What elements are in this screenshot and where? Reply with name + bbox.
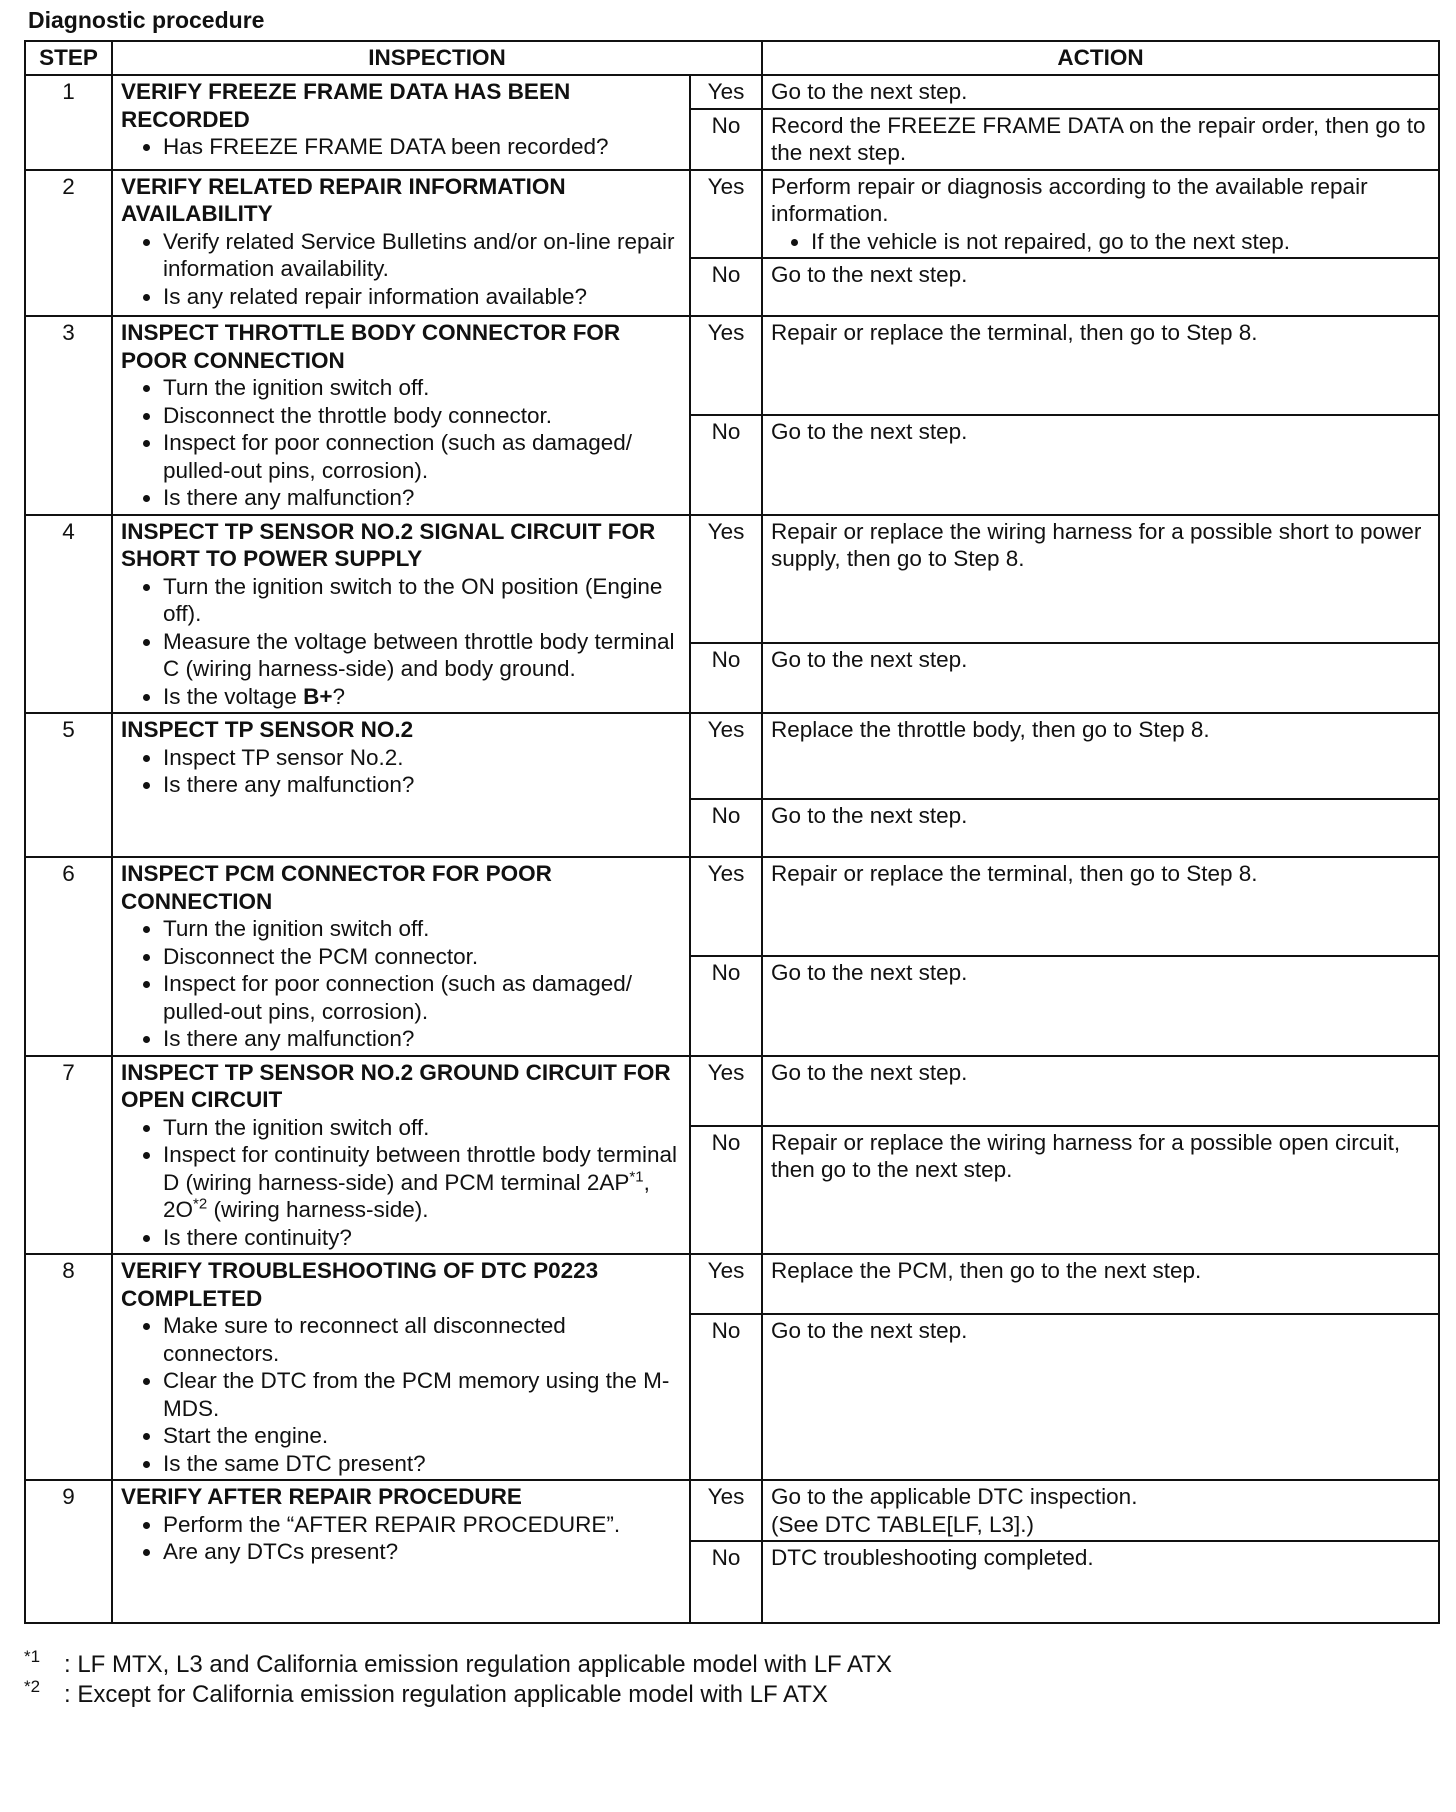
inspection-bullet: • Disconnect the PCM connector. [163, 943, 681, 971]
inspection-bullet: • Has FREEZE FRAME DATA been recorded? [163, 133, 681, 161]
yes-action: Replace the PCM, then go to the next step. [762, 1254, 1439, 1314]
inspection-bullet: • Is there any malfunction? [163, 771, 681, 799]
yes-action: Replace the throttle body, then go to Step 8. [762, 713, 1439, 799]
inspection-cell [112, 1056, 690, 1255]
no-label: No [690, 258, 762, 316]
no-label: No [690, 415, 762, 514]
no-label: No [690, 956, 762, 1055]
inspection-bullet: • Turn the ignition switch off. [163, 915, 681, 943]
table-row [25, 170, 1439, 259]
no-label: No [690, 643, 762, 713]
yes-action: Go to the applicable DTC inspection. [771, 1484, 1138, 1509]
footnote-ref: *2 [193, 1195, 208, 1213]
header-action: ACTION [762, 41, 1439, 75]
no-action: Go to the next step. [762, 643, 1439, 713]
footnote-text: : Except for California emission regulation applicable model with LF ATX [64, 1681, 828, 1708]
yes-action-cell [762, 1480, 1439, 1541]
yes-action: Go to the next step. [762, 1056, 1439, 1126]
diagnostic-table [24, 40, 1440, 1624]
no-action: Go to the next step. [762, 415, 1439, 514]
footnote [24, 1647, 1444, 1680]
table-row [25, 75, 1439, 109]
continuity-text: (wiring harness-side). [207, 1197, 429, 1222]
inspection-cell [112, 857, 690, 1056]
table-row [25, 515, 1439, 643]
step-number: 4 [25, 515, 112, 714]
inspection-bullet: • Are any DTCs present? [163, 1538, 681, 1566]
no-action: Go to the next step. [762, 258, 1439, 316]
step-number: 1 [25, 75, 112, 170]
step-number: 6 [25, 857, 112, 1056]
question-text: Is the voltage [163, 683, 304, 709]
step-number: 5 [25, 713, 112, 857]
inspection-bullet [163, 683, 681, 711]
inspection-title: VERIFY TROUBLESHOOTING OF DTC P0223 COMPLETED [121, 1258, 599, 1311]
no-label: No [690, 1314, 762, 1480]
inspection-bullet: • Inspect for poor connection (such as damaged/ pulled-out pins, corrosion). [163, 429, 681, 484]
table-row [25, 316, 1439, 415]
no-action: Go to the next step. [762, 956, 1439, 1055]
inspection-bullet: • Inspect TP sensor No.2. [163, 744, 681, 772]
inspection-bullet: • Is the same DTC present? [163, 1450, 681, 1478]
inspection-bullet: • Clear the DTC from the PCM memory using the M-MDS. [163, 1367, 681, 1422]
continuity-text: Inspect for continuity between throttle body terminal D (wiring harness-side) and PCM terminal 2AP [163, 1142, 678, 1195]
step-number: 3 [25, 316, 112, 515]
step-number: 2 [25, 170, 112, 317]
no-action: DTC troubleshooting completed. [762, 1541, 1439, 1623]
no-label: No [690, 1541, 762, 1623]
inspection-cell [112, 75, 690, 170]
footnote-mark: *2 [24, 1677, 41, 1696]
document-page [24, 6, 1444, 1710]
yes-label: Yes [690, 857, 762, 956]
yes-action: Repair or replace the terminal, then go to Step 8. [762, 316, 1439, 415]
inspection-bullet: • Start the engine. [163, 1422, 681, 1450]
question-end: ? [332, 683, 345, 709]
inspection-bullet: • Inspect for poor connection (such as damaged/ pulled-out pins, corrosion). [163, 970, 681, 1025]
no-action: Go to the next step. [762, 799, 1439, 857]
inspection-cell [112, 1254, 690, 1480]
footnote [24, 1677, 1444, 1710]
yes-action-reference: (See DTC TABLE[LF, L3].) [771, 1511, 1035, 1537]
table-row [25, 1254, 1439, 1314]
inspection-bullet: • Turn the ignition switch to the ON position (Engine off). [163, 573, 681, 628]
inspection-bullet: • Perform the “AFTER REPAIR PROCEDURE”. [163, 1511, 681, 1539]
yes-label: Yes [690, 713, 762, 799]
yes-label: Yes [690, 170, 762, 259]
inspection-title: INSPECT TP SENSOR NO.2 [121, 717, 414, 742]
yes-label: Yes [690, 316, 762, 415]
table-header-row [25, 41, 1439, 75]
inspection-cell [112, 170, 690, 317]
table-row [25, 1480, 1439, 1541]
header-inspection: INSPECTION [112, 41, 762, 75]
inspection-title: INSPECT TP SENSOR NO.2 GROUND CIRCUIT FOR OPEN CIRCUIT [121, 1059, 671, 1112]
inspection-bullet: • Is there any malfunction? [163, 1025, 681, 1053]
yes-action-sub: • If the vehicle is not repaired, go to the next step. [811, 228, 1430, 256]
question-value: B+ [303, 683, 333, 709]
inspection-bullet: • Turn the ignition switch off. [163, 1114, 681, 1142]
inspection-bullet: • Measure the voltage between throttle body terminal C (wiring harness-side) and body ground. [163, 628, 681, 683]
step-number: 7 [25, 1056, 112, 1255]
yes-label: Yes [690, 1254, 762, 1314]
inspection-title: INSPECT PCM CONNECTOR FOR POOR CONNECTION [121, 861, 552, 914]
table-row [25, 713, 1439, 799]
page-title: Diagnostic procedure [28, 7, 265, 33]
footnotes [24, 1647, 1444, 1710]
no-label: No [690, 1126, 762, 1254]
inspection-title: INSPECT TP SENSOR NO.2 SIGNAL CIRCUIT FOR SHORT TO POWER SUPPLY [121, 518, 656, 571]
inspection-title: VERIFY AFTER REPAIR PROCEDURE [121, 1484, 522, 1509]
inspection-bullet: • Turn the ignition switch off. [163, 374, 681, 402]
inspection-cell [112, 1480, 690, 1623]
yes-action: Repair or replace the terminal, then go to Step 8. [762, 857, 1439, 956]
inspection-bullet [163, 1141, 681, 1224]
inspection-bullet: • Is any related repair information available? [163, 283, 681, 311]
no-action: Record the FREEZE FRAME DATA on the repair order, then go to the next step. [762, 109, 1439, 170]
table-row [25, 1056, 1439, 1126]
inspection-bullet: • Verify related Service Bulletins and/or on-line repair information availability. [163, 228, 681, 283]
footnote-text: : LF MTX, L3 and California emission regulation applicable model with LF ATX [64, 1651, 892, 1678]
no-action: Repair or replace the wiring harness for a possible open circuit, then go to the next step. [762, 1126, 1439, 1254]
inspection-cell [112, 515, 690, 714]
yes-action: Go to the next step. [762, 75, 1439, 109]
footnote-mark: *1 [24, 1647, 41, 1666]
yes-label: Yes [690, 515, 762, 643]
no-label: No [690, 109, 762, 170]
no-action: Go to the next step. [762, 1314, 1439, 1480]
inspection-title: INSPECT THROTTLE BODY CONNECTOR FOR POOR CONNECTION [121, 320, 621, 373]
yes-label: Yes [690, 1480, 762, 1541]
yes-label: Yes [690, 1056, 762, 1126]
step-number: 9 [25, 1480, 112, 1623]
table-row [25, 857, 1439, 956]
yes-action: Repair or replace the wiring harness for a possible short to power supply, then go to Step 8. [762, 515, 1439, 643]
inspection-title: VERIFY FREEZE FRAME DATA HAS BEEN RECORDED [121, 79, 571, 132]
inspection-cell [112, 713, 690, 857]
inspection-bullet: • Disconnect the throttle body connector. [163, 402, 681, 430]
inspection-title: VERIFY RELATED REPAIR INFORMATION AVAILABILITY [121, 173, 566, 226]
yes-action: Perform repair or diagnosis according to the available repair information. [771, 173, 1368, 226]
yes-label: Yes [690, 75, 762, 109]
header-step: STEP [25, 41, 112, 75]
footnote-ref: *1 [629, 1168, 644, 1185]
inspection-bullet: • Make sure to reconnect all disconnected connectors. [163, 1312, 681, 1367]
inspection-cell [112, 316, 690, 515]
step-number: 8 [25, 1254, 112, 1480]
no-label: No [690, 799, 762, 857]
inspection-bullet: • Is there continuity? [163, 1224, 681, 1252]
yes-action-cell [762, 170, 1439, 259]
inspection-bullet: • Is there any malfunction? [163, 484, 681, 512]
continuity-text: , 2O [163, 1169, 650, 1222]
